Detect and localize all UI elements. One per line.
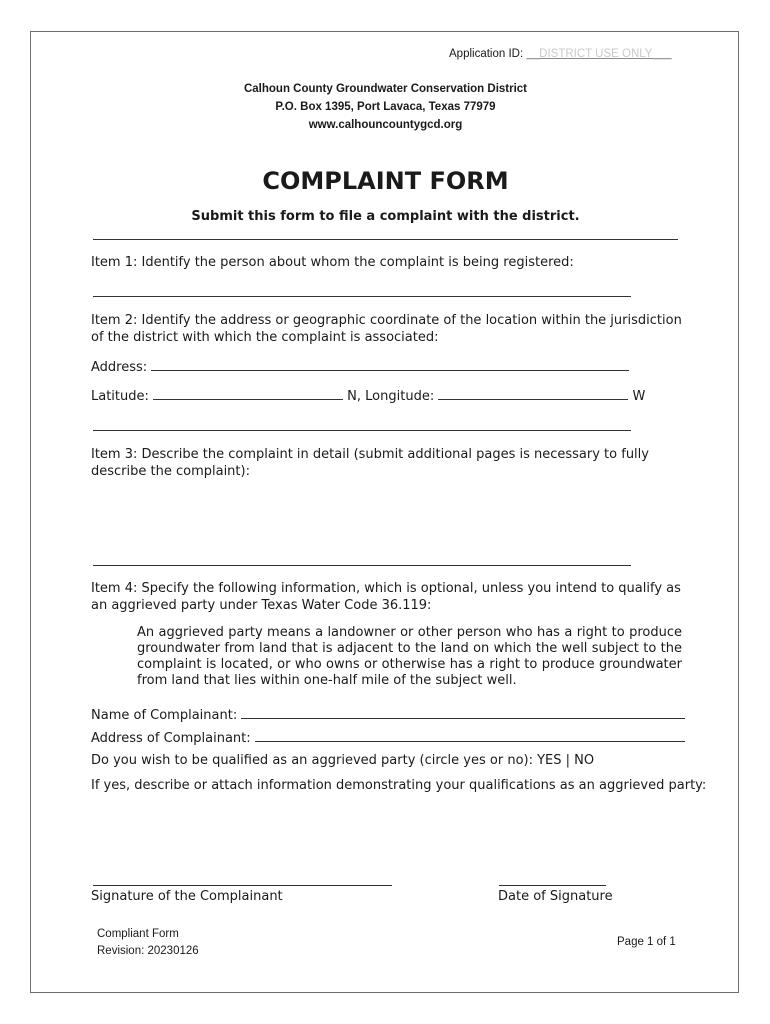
date-signature-line[interactable] bbox=[499, 885, 606, 886]
item3-answer-line[interactable] bbox=[93, 565, 631, 566]
org-name: Calhoun County Groundwater Conservation District bbox=[243, 83, 528, 95]
item2-text: Item 2: Identify the address or geographic coordinate of the location within the jurisdiction of the district with which the complaint is associated: bbox=[91, 313, 682, 345]
page-subtitle: Submit this form to file a complaint with the district. bbox=[191, 209, 580, 224]
footer-page-number: Page 1 of 1 bbox=[617, 936, 676, 948]
item2-answer-line[interactable] bbox=[93, 430, 631, 431]
aggrieved-party-definition: An aggrieved party means a landowner or other person who has a right to produce groundwater from land that is adjacent to the land on which the well subject to the complaint is located, or who owns or otherwise has a right to produce groundwater from land that lies within one-half mile of the subject well. bbox=[137, 625, 682, 688]
complainant-name-label: Name of Complainant: bbox=[91, 708, 238, 723]
latitude-label: Latitude: bbox=[91, 389, 149, 404]
if-yes-text: If yes, describe or attach information demonstrating your qualifications as an aggrieved party: bbox=[91, 778, 707, 793]
form-page bbox=[30, 31, 739, 993]
complainant-address-field[interactable] bbox=[255, 729, 685, 742]
footer-form-name: Compliant Form bbox=[97, 928, 179, 940]
item2-address-row bbox=[91, 358, 629, 375]
latitude-field[interactable] bbox=[153, 387, 343, 400]
application-id-label: Application ID: bbox=[449, 48, 524, 60]
item1-text: Item 1: Identify the person about whom the complaint is being registered: bbox=[91, 255, 574, 270]
w-label: W bbox=[632, 389, 646, 404]
item4-text: Item 4: Specify the following information, which is optional, unless you intend to qualify as an aggrieved party under Texas Water Code 36.119: bbox=[91, 581, 681, 613]
signature-line[interactable] bbox=[93, 885, 392, 886]
item2-coordinates-row bbox=[91, 387, 645, 404]
footer-revision: Revision: 20230126 bbox=[97, 945, 199, 957]
application-id bbox=[449, 48, 672, 60]
signature-label: Signature of the Complainant bbox=[91, 889, 283, 904]
complainant-address-row bbox=[91, 729, 685, 746]
item1-answer-line[interactable] bbox=[93, 296, 631, 297]
complainant-address-label: Address of Complainant: bbox=[91, 731, 251, 746]
title-divider bbox=[93, 239, 678, 240]
complainant-name-row bbox=[91, 706, 685, 723]
longitude-field[interactable] bbox=[438, 387, 628, 400]
date-signature-label: Date of Signature bbox=[498, 889, 613, 904]
org-address: P.O. Box 1395, Port Lavaca, Texas 77979 bbox=[275, 101, 496, 113]
item3-text: Item 3: Describe the complaint in detail (submit additional pages is necessary to fully describe the complaint): bbox=[91, 447, 649, 479]
application-id-value: __DISTRICT USE ONLY___ bbox=[526, 48, 672, 60]
org-website: www.calhouncountygcd.org bbox=[308, 119, 463, 131]
complainant-name-field[interactable] bbox=[241, 706, 685, 719]
address-label: Address: bbox=[91, 360, 148, 375]
address-field[interactable] bbox=[151, 358, 629, 371]
aggrieved-qualify-question: Do you wish to be qualified as an aggrieved party (circle yes or no): YES | NO bbox=[91, 753, 595, 768]
page-title: COMPLAINT FORM bbox=[262, 167, 509, 195]
longitude-label: N, Longitude: bbox=[347, 389, 435, 404]
